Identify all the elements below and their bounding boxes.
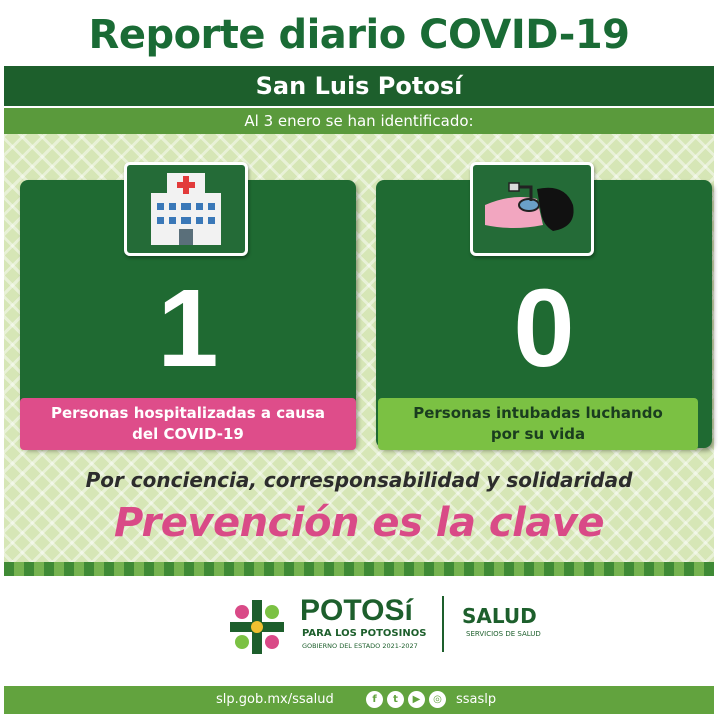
intubated-caption-line1: Personas intubadas luchando <box>413 404 663 422</box>
website-link[interactable]: slp.gob.mx/ssalud <box>216 692 334 707</box>
region-banner: San Luis Potosí <box>4 66 714 106</box>
date-banner: Al 3 enero se han identificado: <box>4 108 714 134</box>
hospitalized-caption-line1: Personas hospitalizadas a causa <box>50 404 326 422</box>
prevention-tagline: Prevención es la clave <box>113 500 605 546</box>
hospitalized-count: 1 <box>157 267 219 390</box>
page-title: Reporte diario COVID-19 <box>88 12 630 58</box>
pattern-strip <box>4 562 714 576</box>
intubated-card <box>376 180 712 448</box>
facebook-icon[interactable]: f <box>366 691 383 708</box>
intubated-caption-line2: por su vida <box>490 425 586 443</box>
hospital-icon <box>124 162 248 256</box>
social-handle[interactable]: ssaslp <box>456 692 497 707</box>
slogan-text: Por conciencia, corresponsabilidad y solidaridad <box>85 468 633 492</box>
logo-divider <box>442 596 444 652</box>
hospitalized-caption <box>20 398 356 450</box>
intubated-caption <box>378 398 698 450</box>
hospitalized-caption-line2: del COVID-19 <box>132 425 244 443</box>
salud-logo-text: SALUD <box>462 604 537 628</box>
potosi-emblem-icon <box>222 592 292 662</box>
intubated-patient-icon <box>470 162 594 256</box>
potosi-government: GOBIERNO DEL ESTADO 2021-2027 <box>302 642 418 650</box>
potosi-subtitle: PARA LOS POTOSINOS <box>302 628 427 639</box>
potosi-logo-text: POTOSí <box>300 594 413 627</box>
twitter-icon[interactable]: t <box>387 691 404 708</box>
youtube-icon[interactable]: ▶ <box>408 691 425 708</box>
intubated-count: 0 <box>513 267 575 390</box>
logo-area <box>0 582 718 682</box>
salud-subtitle: SERVICIOS DE SALUD <box>466 630 541 638</box>
footer-bar <box>4 686 714 714</box>
instagram-icon[interactable]: ◎ <box>429 691 446 708</box>
hospitalized-card <box>20 180 356 448</box>
social-icons <box>366 691 446 708</box>
